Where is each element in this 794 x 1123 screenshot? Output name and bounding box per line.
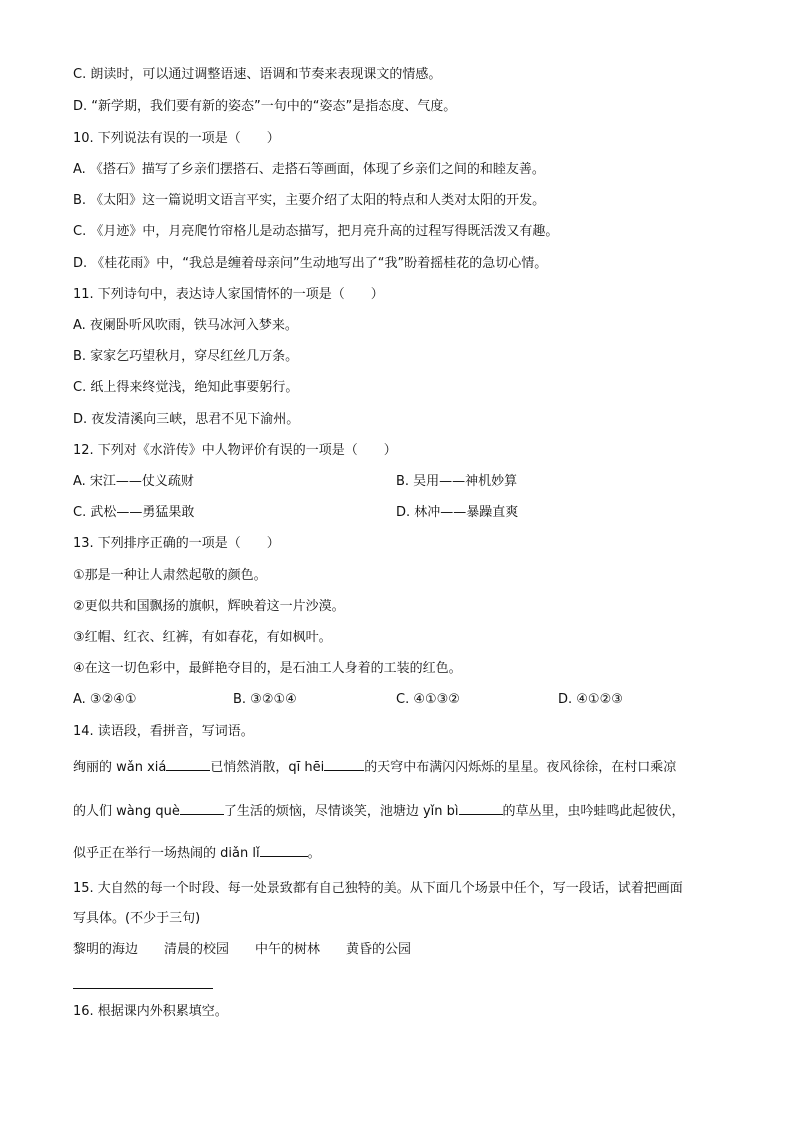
q14-text: 的草丛里，虫吟蛙鸣此起彼伏， bbox=[502, 804, 685, 819]
answer-line[interactable] bbox=[73, 988, 213, 989]
answer-blank[interactable] bbox=[324, 758, 364, 771]
q13-option-d: D. ④①②③ bbox=[558, 692, 623, 707]
q10-option-c: C. 《月迹》中，月亮爬竹帘格儿是动态描写，把月亮升高的过程写得既活泼又有趣。 bbox=[73, 224, 559, 239]
q11-option-c: C. 纸上得来终觉浅，绝知此事要躬行。 bbox=[73, 380, 299, 395]
q11-stem: 11. 下列诗句中，表达诗人家国情怀的一项是（ ） bbox=[73, 287, 384, 302]
q13-option-a: A. ③②④① bbox=[73, 692, 137, 707]
q9-option-d: D. “新学期，我们要有新的姿态”一句中的“姿态”是指态度、气度。 bbox=[73, 99, 457, 114]
q12-option-a: A. 宋江——仗义疏财 bbox=[73, 474, 194, 489]
q15-stem-line-1: 15. 大自然的每一个时段、每一处景致都有自己独特的美。从下面几个场景中任个，写一段话，试着把画面 bbox=[73, 881, 683, 896]
answer-blank[interactable] bbox=[180, 802, 224, 815]
q13-sentence-1: ①那是一种让人肃然起敬的颜色。 bbox=[73, 568, 267, 583]
q13-sentence-3: ③红帽、红衣、红裤，有如春花，有如枫叶。 bbox=[73, 630, 332, 645]
q13-option-b: B. ③②①④ bbox=[233, 692, 297, 707]
q13-option-c: C. ④①③② bbox=[396, 692, 460, 707]
q12-option-d: D. 林冲——暴躁直爽 bbox=[396, 505, 519, 520]
q14-text: 已悄然消散，qī hēi bbox=[210, 760, 325, 775]
q13-stem: 13. 下列排序正确的一项是（ ） bbox=[73, 536, 280, 551]
answer-blank[interactable] bbox=[166, 758, 210, 771]
q14-text: 了生活的烦恼，尽情谈笑，池塘边 yǐn bì bbox=[223, 804, 459, 819]
q9-option-c: C. 朗读时，可以通过调整语速、语调和节奏来表现课文的情感。 bbox=[73, 67, 442, 82]
q13-sentence-4: ④在这一切色彩中，最鲜艳夺目的，是石油工人身着的工装的红色。 bbox=[73, 661, 462, 676]
q14-text: 似乎正在举行一场热闹的 diǎn lǐ bbox=[73, 846, 260, 861]
q13-sentence-2: ②更似共和国飘扬的旗帜，辉映着这一片沙漠。 bbox=[73, 599, 345, 614]
q14-text: 。 bbox=[307, 846, 321, 861]
q15-scenes: 黎明的海边 清晨的校园 中午的树林 黄昏的公园 bbox=[73, 942, 412, 957]
q10-stem: 10. 下列说法有误的一项是（ ） bbox=[73, 131, 280, 146]
q12-option-c: C. 武松——勇猛果敢 bbox=[73, 505, 195, 520]
q12-stem: 12. 下列对《水浒传》中人物评价有误的一项是（ ） bbox=[73, 443, 397, 458]
answer-blank[interactable] bbox=[459, 802, 503, 815]
q14-text: 的天穹中布满闪闪烁烁的星星。夜风徐徐，在村口乘凉 bbox=[364, 760, 677, 775]
q14-paragraph-line-1 bbox=[73, 758, 676, 777]
q15-stem-line-2: 写具体。(不少于三句) bbox=[73, 911, 201, 926]
q11-option-d: D. 夜发清溪向三峡，思君不见下渝州。 bbox=[73, 412, 300, 427]
q14-text: 的人们 wàng què bbox=[73, 804, 180, 819]
q14-stem: 14. 读语段，看拼音，写词语。 bbox=[73, 724, 254, 739]
q10-option-a: A. 《搭石》描写了乡亲们摆搭石、走搭石等画面，体现了乡亲们之间的和睦友善。 bbox=[73, 162, 545, 177]
q10-option-b: B. 《太阳》这一篇说明文语言平实，主要介绍了太阳的特点和人类对太阳的开发。 bbox=[73, 193, 546, 208]
q14-paragraph-line-3 bbox=[73, 844, 321, 863]
q11-option-a: A. 夜阑卧听风吹雨，铁马冰河入梦来。 bbox=[73, 318, 298, 333]
q12-option-b: B. 吴用——神机妙算 bbox=[396, 474, 518, 489]
q14-paragraph-line-2 bbox=[73, 802, 685, 821]
q14-text: 绚丽的 wǎn xiá bbox=[73, 760, 167, 775]
q16-stem: 16. 根据课内外积累填空。 bbox=[73, 1004, 228, 1019]
q10-option-d: D. 《桂花雨》中，“我总是缠着母亲问”生动地写出了“我”盼着摇桂花的急切心情。 bbox=[73, 256, 548, 271]
answer-blank[interactable] bbox=[260, 844, 308, 857]
q11-option-b: B. 家家乞巧望秋月，穿尽红丝几万条。 bbox=[73, 349, 299, 364]
